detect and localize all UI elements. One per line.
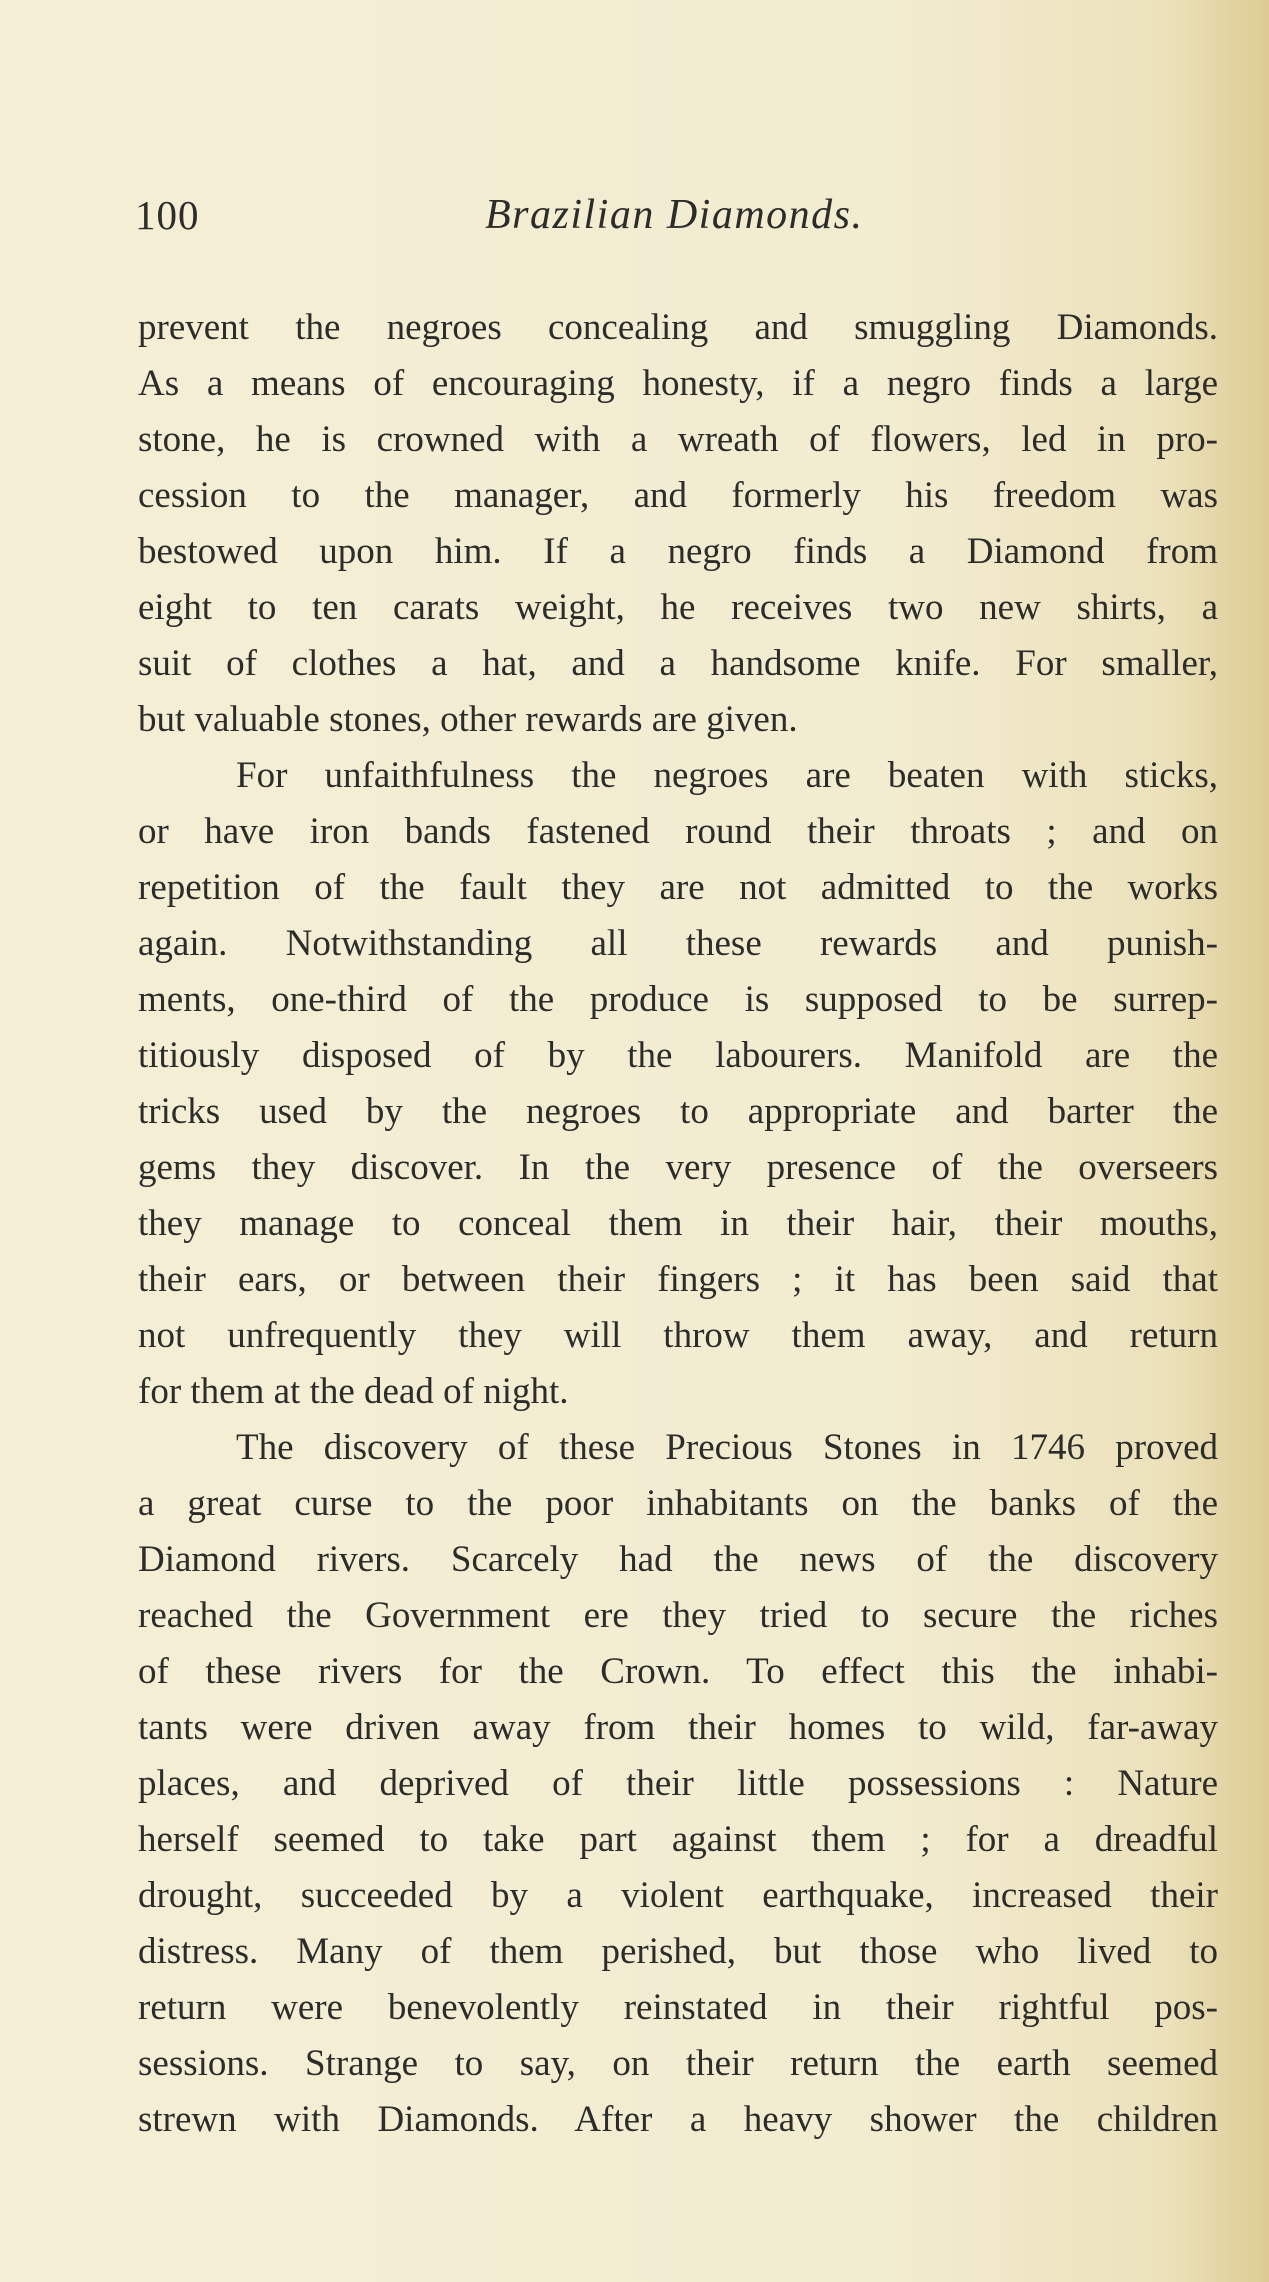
text-line: suit of clothes a hat, and a handsome knife. For smaller, bbox=[138, 643, 1218, 684]
text-line: distress. Many of them perished, but those who lived to bbox=[138, 1931, 1218, 1972]
text-line: eight to ten carats weight, he receives two new shirts, a bbox=[138, 587, 1218, 628]
text-line: return were benevolently reinstated in their rightful pos- bbox=[138, 1987, 1218, 2028]
text-line: reached the Government ere they tried to secure the riches bbox=[138, 1595, 1218, 1636]
text-line: bestowed upon him. If a negro finds a Diamond from bbox=[138, 531, 1218, 572]
text-line: The discovery of these Precious Stones in 1746 proved bbox=[236, 1427, 1218, 1468]
text-line: stone, he is crowned with a wreath of flowers, led in pro- bbox=[138, 419, 1218, 460]
text-line: drought, succeeded by a violent earthquake, increased their bbox=[138, 1875, 1218, 1916]
text-line: prevent the negroes concealing and smuggling Diamonds. bbox=[138, 307, 1218, 348]
text-line: a great curse to the poor inhabitants on the banks of the bbox=[138, 1483, 1218, 1524]
text-line: again. Notwithstanding all these rewards and punish- bbox=[138, 923, 1218, 964]
text-line: tants were driven away from their homes to wild, far-away bbox=[138, 1707, 1218, 1748]
text-line: repetition of the fault they are not admitted to the works bbox=[138, 867, 1218, 908]
text-line: not unfrequently they will throw them away, and return bbox=[138, 1315, 1218, 1356]
text-line: titiously disposed of by the labourers. Manifold are the bbox=[138, 1035, 1218, 1076]
running-title: Brazilian Diamonds. bbox=[485, 192, 864, 238]
text-line: As a means of encouraging honesty, if a negro finds a large bbox=[138, 363, 1218, 404]
text-line: gems they discover. In the very presence of the overseers bbox=[138, 1147, 1218, 1188]
text-line: for them at the dead of night. bbox=[138, 1371, 569, 1412]
text-line: places, and deprived of their little possessions : Nature bbox=[138, 1763, 1218, 1804]
text-line: their ears, or between their fingers ; it has been said that bbox=[138, 1259, 1218, 1300]
text-line: of these rivers for the Crown. To effect this the inhabi- bbox=[138, 1651, 1218, 1692]
text-line: they manage to conceal them in their hair, their mouths, bbox=[138, 1203, 1218, 1244]
text-line: cession to the manager, and formerly his freedom was bbox=[138, 475, 1218, 516]
text-line: For unfaithfulness the negroes are beaten with sticks, bbox=[236, 755, 1218, 796]
text-line: Diamond rivers. Scarcely had the news of the discovery bbox=[138, 1539, 1218, 1580]
text-line: or have iron bands fastened round their throats ; and on bbox=[138, 811, 1218, 852]
text-line: sessions. Strange to say, on their return the earth seemed bbox=[138, 2043, 1218, 2084]
body-text bbox=[138, 300, 1218, 2148]
text-line: tricks used by the negroes to appropriate and barter the bbox=[138, 1091, 1218, 1132]
text-line: herself seemed to take part against them ; for a dreadful bbox=[138, 1819, 1218, 1860]
text-line: but valuable stones, other rewards are given. bbox=[138, 699, 798, 740]
text-line: strewn with Diamonds. After a heavy shower the children bbox=[138, 2099, 1218, 2140]
text-line: ments, one-third of the produce is supposed to be surrep- bbox=[138, 979, 1218, 1020]
page-number: 100 bbox=[135, 192, 200, 238]
